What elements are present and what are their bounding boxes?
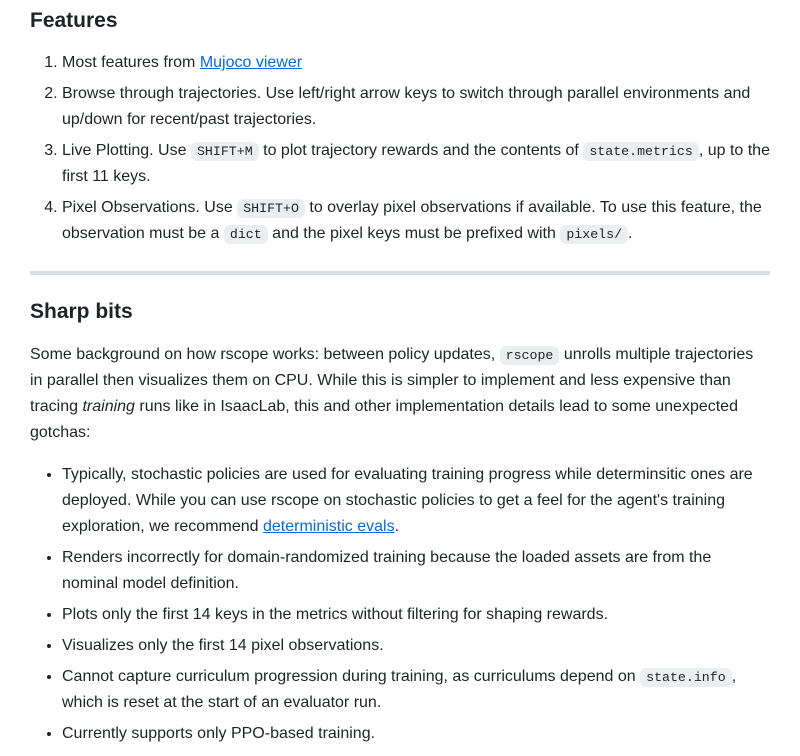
section-divider	[30, 271, 770, 275]
list-item-text: to plot trajectory rewards and the contents of	[258, 142, 584, 160]
inline-code-shift-o: SHIFT+O	[237, 199, 305, 218]
list-item-text: to overlay pixel observations if available. To use this feature, the observation must be a	[62, 199, 762, 243]
list-item-curriculum-progression	[62, 664, 770, 716]
list-item-text: Most features from	[62, 54, 200, 72]
list-item-text: Plots only the first 14 keys in the metrics without filtering for shaping rewards.	[62, 605, 609, 623]
features-heading: Features	[30, 9, 118, 32]
list-item-text: Pixel Observations. Use	[62, 199, 238, 217]
emphasis-training: training	[82, 397, 135, 415]
inline-code-dict: dict	[224, 225, 268, 244]
list-item-plots-first-14-keys	[62, 602, 770, 628]
list-item-text: Typically, stochastic policies are used for evaluating training progress while determinsitic ones are deployed. While you can use rscope on stochastic policies to get a feel for the agent's training exploration, we recommend	[62, 465, 753, 535]
inline-code-state-info: state.info	[640, 668, 732, 687]
sharp-bits-heading: Sharp bits	[30, 300, 133, 324]
list-item-text: .	[628, 225, 633, 243]
list-item-ppo-only	[62, 721, 770, 747]
list-item-text: .	[394, 517, 400, 535]
list-item-text: Visualizes only the first 14 pixel observations.	[62, 636, 384, 654]
list-item-most-features	[62, 50, 770, 76]
list-item-text: Live Plotting. Use	[62, 142, 191, 160]
list-item-visualizes-first-14	[62, 633, 770, 659]
list-item-text: and the pixel keys must be prefixed with	[267, 225, 561, 243]
list-item-text: Cannot capture curriculum progression during training, as curriculums depend on	[62, 667, 641, 685]
features-list	[30, 50, 770, 247]
list-item-text: Renders incorrectly for domain-randomized training because the loaded assets are from the nominal model definition.	[62, 548, 712, 592]
mujoco-viewer-link[interactable]: Mujoco viewer	[199, 54, 303, 72]
list-item-renders-incorrectly	[62, 545, 770, 597]
sharp-bits-list	[30, 462, 770, 747]
list-item-text: , up to the first 11 keys.	[62, 142, 770, 186]
list-item-text: Currently supports only PPO-based training.	[62, 724, 376, 742]
list-item-live-plotting	[62, 138, 770, 190]
inline-code-pixels-prefix: pixels/	[560, 225, 628, 244]
list-item-text: Browse through trajectories. Use left/right arrow keys to switch through parallel environments and up/down for recent/past trajectories.	[62, 85, 751, 129]
list-item-stochastic-policies	[62, 462, 770, 540]
inline-code-shift-m: SHIFT+M	[191, 142, 259, 161]
list-item-pixel-observations	[62, 195, 770, 247]
paragraph-text: Some background on how rscope works: between policy updates,	[30, 345, 500, 363]
list-item-text: , which is reset at the start of an evaluator run.	[62, 667, 737, 711]
inline-code-state-metrics: state.metrics	[583, 142, 699, 161]
paragraph-text: unrolls multiple trajectories in parallel then visualizes them on CPU. While this is simpler to implement and less expensive than tracing	[30, 345, 754, 415]
paragraph-text: runs like in IsaacLab, this and other implementation details lead to some unexpected gotchas:	[30, 397, 738, 441]
inline-code-rscope: rscope	[500, 346, 560, 365]
sharp-bits-intro	[30, 342, 770, 446]
list-item-browse-trajectories	[62, 81, 770, 133]
deterministic-evals-link[interactable]: deterministic evals	[262, 517, 395, 535]
